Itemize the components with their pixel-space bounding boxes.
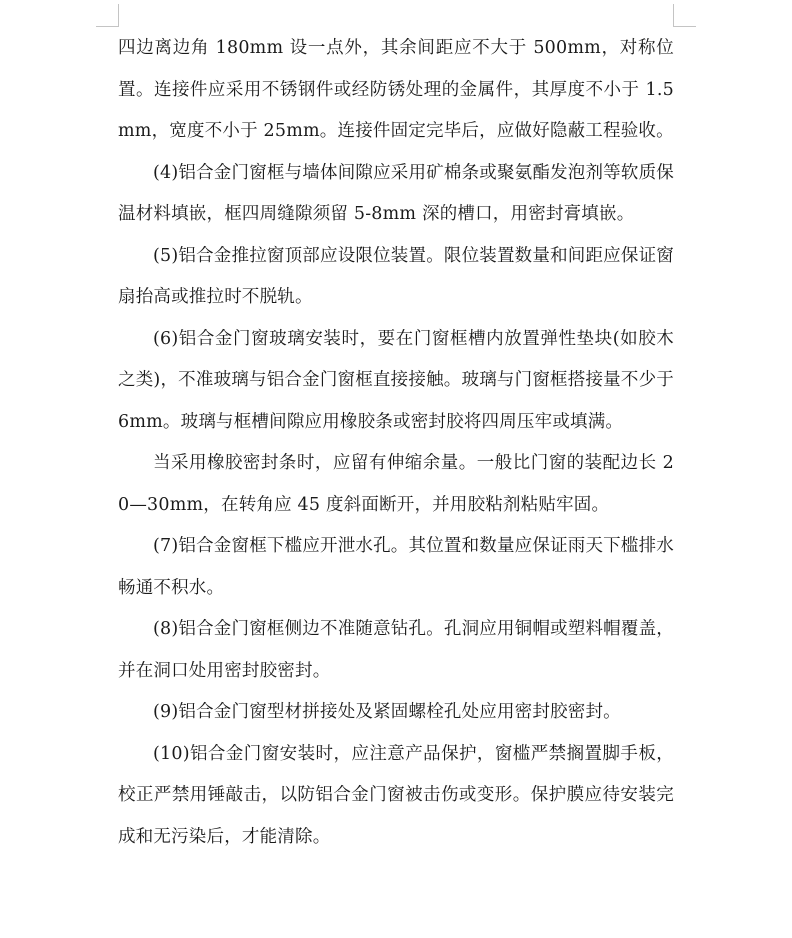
crop-mark-top-right: [673, 4, 696, 27]
paragraph-item-7: (7)铝合金窗框下槛应开泄水孔。其位置和数量应保证雨天下槛排水畅通不积水。: [118, 536, 674, 598]
paragraph-item-6: (6)铝合金门窗玻璃安装时，要在门窗框槽内放置弹性垫块(如胶木之类)，不准玻璃与铝合金门窗框直接接触。玻璃与门窗框搭接量不少于 6mm。玻璃与框槽间隙应用橡胶条或密封胶将四周压牢或填满。: [118, 328, 674, 432]
paragraph-item-8: (8)铝合金门窗框侧边不准随意钻孔。孔洞应用铜帽或塑料帽覆盖，并在洞口处用密封胶密封。: [118, 619, 674, 681]
paragraph-item-4: (4)铝合金门窗框与墙体间隙应采用矿棉条或聚氨酯发泡剂等软质保温材料填嵌，框四周缝隙须留 5-8mm 深的槽口，用密封膏填嵌。: [118, 162, 674, 224]
paragraph-connector-spacing: 四边离边角 180mm 设一点外，其余间距应不大于 500mm，对称位置。连接件应采用不锈钢件或经防锈处理的金属件，其厚度不小于 1.5mm，宽度不小于 25mm。连接件固定完毕后，应做好隐蔽工程验收。: [118, 38, 674, 141]
paragraph-rubber-seal: 当采用橡胶密封条时，应留有伸缩余量。一般比门窗的装配边长 20—30mm，在转角应 45 度斜面断开，并用胶粘剂粘贴牢固。: [118, 453, 674, 515]
crop-mark-top-left: [96, 4, 119, 27]
document-body: [118, 28, 674, 858]
paragraph-item-9: (9)铝合金门窗型材拼接处及紧固螺栓孔处应用密封胶密封。: [153, 702, 621, 722]
paragraph-item-10: (10)铝合金门窗安装时，应注意产品保护，窗槛严禁搁置脚手板，校正严禁用锤敲击，以防铝合金门窗被击伤或变形。保护膜应待安装完成和无污染后，才能清除。: [118, 743, 674, 847]
paragraph-item-5: (5)铝合金推拉窗顶部应设限位装置。限位装置数量和间距应保证窗扇抬高或推拉时不脱轨。: [118, 245, 674, 307]
